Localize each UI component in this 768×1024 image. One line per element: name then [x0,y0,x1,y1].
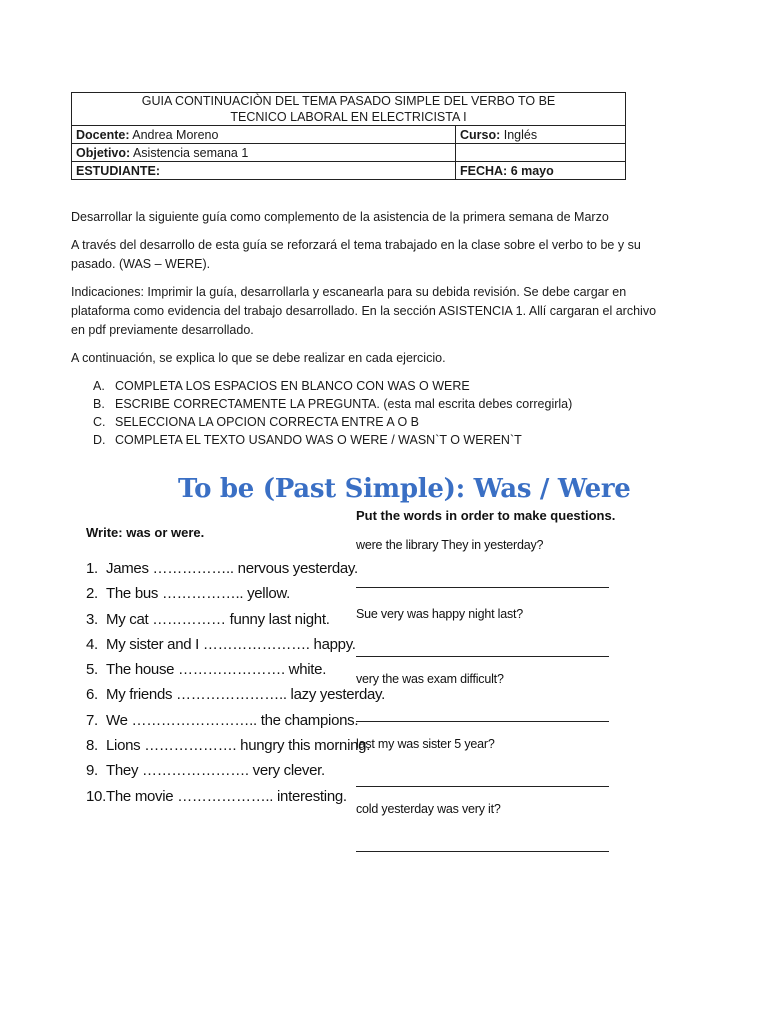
question-item: Sue very was happy night last? [356,607,524,621]
fill-item [86,784,385,809]
curso-value: Inglés [500,127,538,142]
paragraph-2: A través del desarrollo de esta guía se reforzará el tema trabajado en la clase sobre el verbo to be y su pasado. (WAS – WERE). [71,238,641,271]
instruction-item [71,395,661,413]
docente-label: Docente: [76,127,130,142]
question-item: last my was sister 5 year? [356,737,495,751]
instruction-text: COMPLETA LOS ESPACIOS EN BLANCO CON WAS O WERE [115,379,470,393]
curso-cell [456,126,626,144]
instruction-text: SELECCIONA LA OPCION CORRECTA ENTRE A O B [115,415,420,429]
question-item: very the was exam difficult? [356,672,504,686]
answer-line[interactable] [356,786,609,787]
instruction-item [71,413,661,431]
answer-line[interactable] [356,656,609,657]
answer-line[interactable] [356,721,609,722]
objetivo-cell [72,144,456,162]
question-item: cold yesterday was very it? [356,802,501,816]
fill-item-number: 4. [86,635,98,653]
fill-item-text: The house …………………. white. [106,661,327,679]
worksheet-title: To be (Past Simple): Was / Were [178,474,631,504]
fill-item-text: The movie ……………….. interesting. [106,787,347,805]
objetivo-label: Objetivo: [76,145,131,160]
paragraph-1: Desarrollar la siguiente guía como complemento de la asistencia de la primera semana de Marzo [71,210,609,224]
fill-item-number: 1. [86,560,98,577]
paragraph-3: Indicaciones: Imprimir la guía, desarrollarla y escanearla para su debida revisión. Se debe cargar en plataforma como evidencia del trabajo desarrollado. En la sección ASISTENCIA 1. Allí cargaran el archivo en pdf previamente desarrollado. [71,285,657,337]
instruction-item [71,431,661,449]
fecha-cell: FECHA: 6 mayo [456,162,626,180]
header-table [71,92,626,180]
instruction-letter: A. [93,379,105,393]
instruction-letter: B. [93,397,105,411]
fill-item-number: 3. [86,610,98,628]
fill-item [86,758,385,783]
estudiante-cell: ESTUDIANTE: [72,162,456,180]
fill-item-text: My friends ………………….. lazy yesterday. [106,686,385,704]
right-heading: Put the words in order to make questions. [356,508,616,523]
fill-item-text: Lions ………………. hungry this morning. [106,737,371,755]
instruction-letter: C. [93,415,106,429]
fill-item [86,632,385,657]
answer-line[interactable] [356,851,609,852]
objetivo-value: Asistencia semana 1 [130,145,249,160]
body-text [71,208,661,449]
title-line-2: TECNICO LABORAL EN ELECTRICISTA I [230,110,467,124]
fill-item [86,657,385,682]
fill-item-text: We …………………….. the champions. [106,711,359,729]
fill-item-text: James …………….. nervous yesterday. [106,560,358,577]
instruction-item [71,377,661,395]
fill-item [86,581,385,606]
instructions-list [71,377,661,449]
instruction-letter: D. [93,433,106,447]
instruction-text: COMPLETA EL TEXTO USANDO WAS O WERE / WASN`T O WEREN`T [115,433,522,447]
fill-item-text: My cat …………… funny last night. [106,610,330,628]
fill-item [86,556,385,581]
fill-item [86,607,385,632]
curso-label: Curso: [460,127,501,142]
fill-item-number: 2. [86,585,98,603]
fill-item-number: 6. [86,686,98,704]
fill-item-number: 9. [86,762,98,780]
question-item: were the library They in yesterday? [356,538,544,552]
fill-item [86,708,385,733]
fill-item [86,682,385,707]
paragraph-4: A continuación, se explica lo que se debe realizar en cada ejercicio. [71,351,446,365]
title-cell [72,93,626,126]
empty-cell [456,144,626,162]
fill-in-list [86,556,385,809]
fill-item-text: My sister and I …………………. happy. [106,635,356,653]
docente-cell [72,126,456,144]
left-heading: Write: was or were. [86,525,205,540]
docente-value: Andrea Moreno [129,127,219,142]
fill-item [86,733,385,758]
fill-item-number: 8. [86,737,98,755]
fill-item-text: They …………………. very clever. [106,762,325,780]
title-line-1: GUIA CONTINUACIÒN DEL TEMA PASADO SIMPLE DEL VERBO TO BE [141,94,556,108]
answer-line[interactable] [356,587,609,588]
instruction-text: ESCRIBE CORRECTAMENTE LA PREGUNTA. (esta mal escrita debes corregirla) [115,397,573,411]
fill-item-text: The bus …………….. yellow. [106,585,290,603]
fill-item-number: 5. [86,661,98,679]
fill-item-number: 7. [86,711,98,729]
fill-item-number: 10. [86,787,106,805]
